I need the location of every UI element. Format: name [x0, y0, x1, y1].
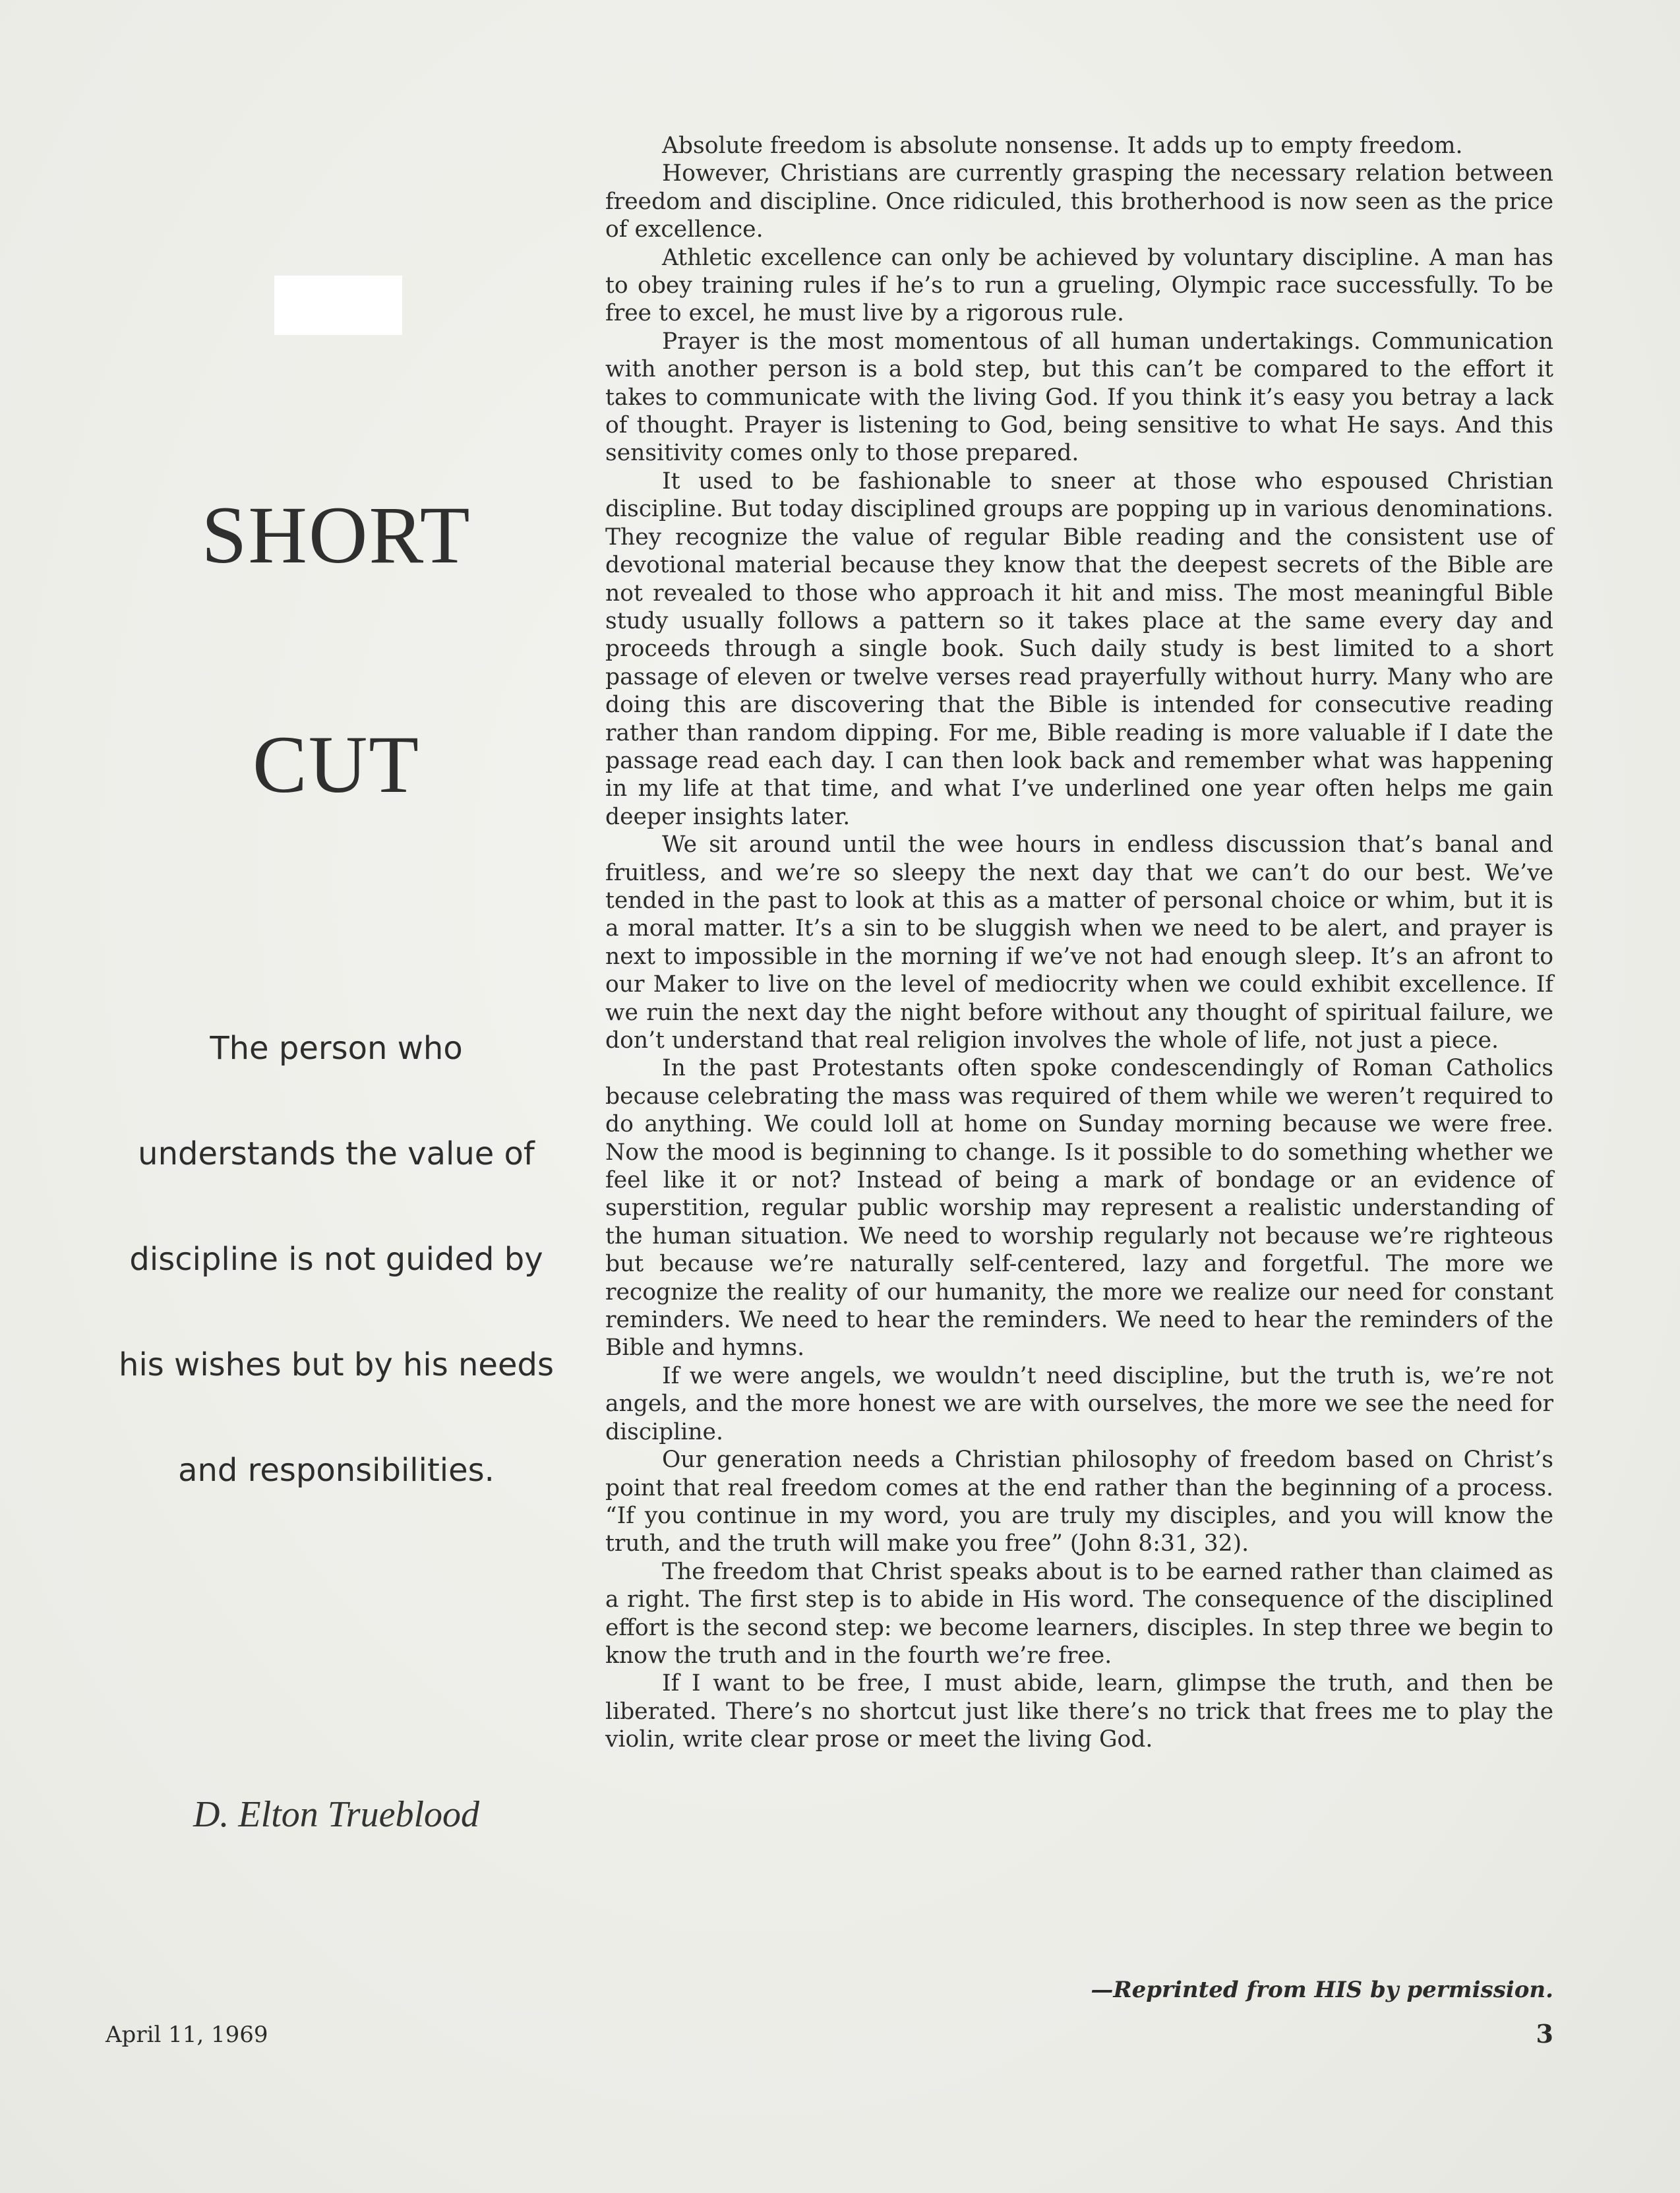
- pull-quote-line: discipline is not guided by: [129, 1241, 543, 1278]
- author-byline: D. Elton Trueblood: [193, 1794, 480, 1835]
- article-paragraph: Prayer is the most momentous of all human undertakings. Communication with another person is a bold step, but this can’t be compared to the effort it takes to communicate with the living God. If you think it’s easy you betray a lack of thought. Prayer is listening to God, being sensitive to what He says. And this sensitivity comes only to those prepared.: [605, 328, 1553, 467]
- article-paragraph: We sit around until the wee hours in endless discussion that’s banal and fruitless, and we’re so sleepy the next day that we can’t do our best. We’ve tended in the past to look at this as a matter of personal choice or whim, but it is a moral matter. It’s a sin to be sluggish when we need to be alert, and prayer is next to impossible in the morning if we’ve not had enough sleep. It’s an afront to our Maker to live on the level of mediocrity when we could exhibit excellence. If we ruin the next day the night before without any thought of spiritual failure, we don’t understand that real religion involves the whole of life, not just a piece.: [605, 831, 1553, 1054]
- reprint-credit: —Reprinted from HIS by permission.: [1091, 1977, 1553, 2003]
- article-paragraph: Our generation needs a Christian philosophy of freedom based on Christ’s point that real freedom comes at the end rather than the beginning of a process. “If you continue in my word, you are truly my disciples, and you will know the truth, and the truth will make you free” (John 8:31, 32).: [605, 1447, 1553, 1557]
- footer-date: April 11, 1969: [105, 2022, 268, 2048]
- pull-quote-line: and responsibilities.: [178, 1452, 495, 1489]
- article-paragraph: It used to be fashionable to sneer at those who espoused Christian discipline. But today disciplined groups are popping up in various denominations. They recognize the value of regular Bible reading and the consistent use of devotional material because they know that the deepest secrets of the Bible are not revealed to those who approach it hit and miss. The most meaningful Bible study usually follows a pattern so it takes place at the same every day and proceeds through a single book. Such daily study is best limited to a short passage of eleven or twelve verses read prayerfully without hurry. Many who are doing this are discovering that the Bible is intended for consecutive reading rather than random dipping. For me, Bible reading is more valuable if I date the passage read each day. I can then look back and remember what was happening in my life at that time, and what I’ve underlined one year often helps me gain deeper insights later.: [605, 467, 1553, 830]
- pull-quote-line: The person who: [210, 1030, 463, 1067]
- article-paragraph: If I want to be free, I must abide, learn, glimpse the truth, and then be liberated. There’s no shortcut just like there’s no trick that frees me to play the violin, write clear prose or meet the living God.: [605, 1670, 1553, 1753]
- pull-quote-line: his wishes but by his needs: [119, 1346, 554, 1383]
- article-paragraph: If we were angels, we wouldn’t need discipline, but the truth is, we’re not angels, and the more honest we are with ourselves, the more we see the need for discipline.: [605, 1362, 1553, 1445]
- title-line-2: CUT: [253, 719, 420, 810]
- pull-quote-line: understands the value of: [138, 1135, 535, 1172]
- article-paragraph: In the past Protestants often spoke condescendingly of Roman Catholics because celebrating the mass was required of them while we weren’t required to do anything. We could loll at home on Sunday morning because we were free. Now the mood is beginning to change. Is it possible to do something whether we feel like it or not? Instead of being a mark of bondage or an evidence of superstition, regular public worship may represent a realistic understanding of the human situation. We need to worship regularly not because we’re righteous but because we’re naturally self-centered, lazy and forgetful. The more we recognize the reality of our humanity, the more we realize our need for constant reminders. We need to hear the reminders. We need to hear the reminders of the Bible and hymns.: [605, 1055, 1553, 1362]
- page-number: 3: [1536, 2019, 1553, 2049]
- article-paragraph: However, Christians are currently grasping the necessary relation between freedom and discipline. Once ridiculed, this brotherhood is now seen as the price of excellence.: [605, 160, 1553, 243]
- article-paragraph: Athletic excellence can only be achieved by voluntary discipline. A man has to obey training rules if he’s to run a grueling, Olympic race successfully. To be free to excel, he must live by a rigorous rule.: [605, 244, 1553, 327]
- pull-quote: [86, 1012, 587, 1540]
- redaction-box: [274, 276, 402, 335]
- article-body: [605, 132, 1553, 1754]
- article-paragraph: Absolute freedom is absolute nonsense. It adds up to empty freedom.: [662, 133, 1463, 159]
- article-paragraph: The freedom that Christ speaks about is to be earned rather than claimed as a right. The first step is to abide in His word. The consequence of the disciplined effort is the second step: we become learners, disciples. In step three we begin to know the truth and in the fourth we’re free.: [605, 1558, 1553, 1669]
- title-line-1: SHORT: [201, 490, 471, 580]
